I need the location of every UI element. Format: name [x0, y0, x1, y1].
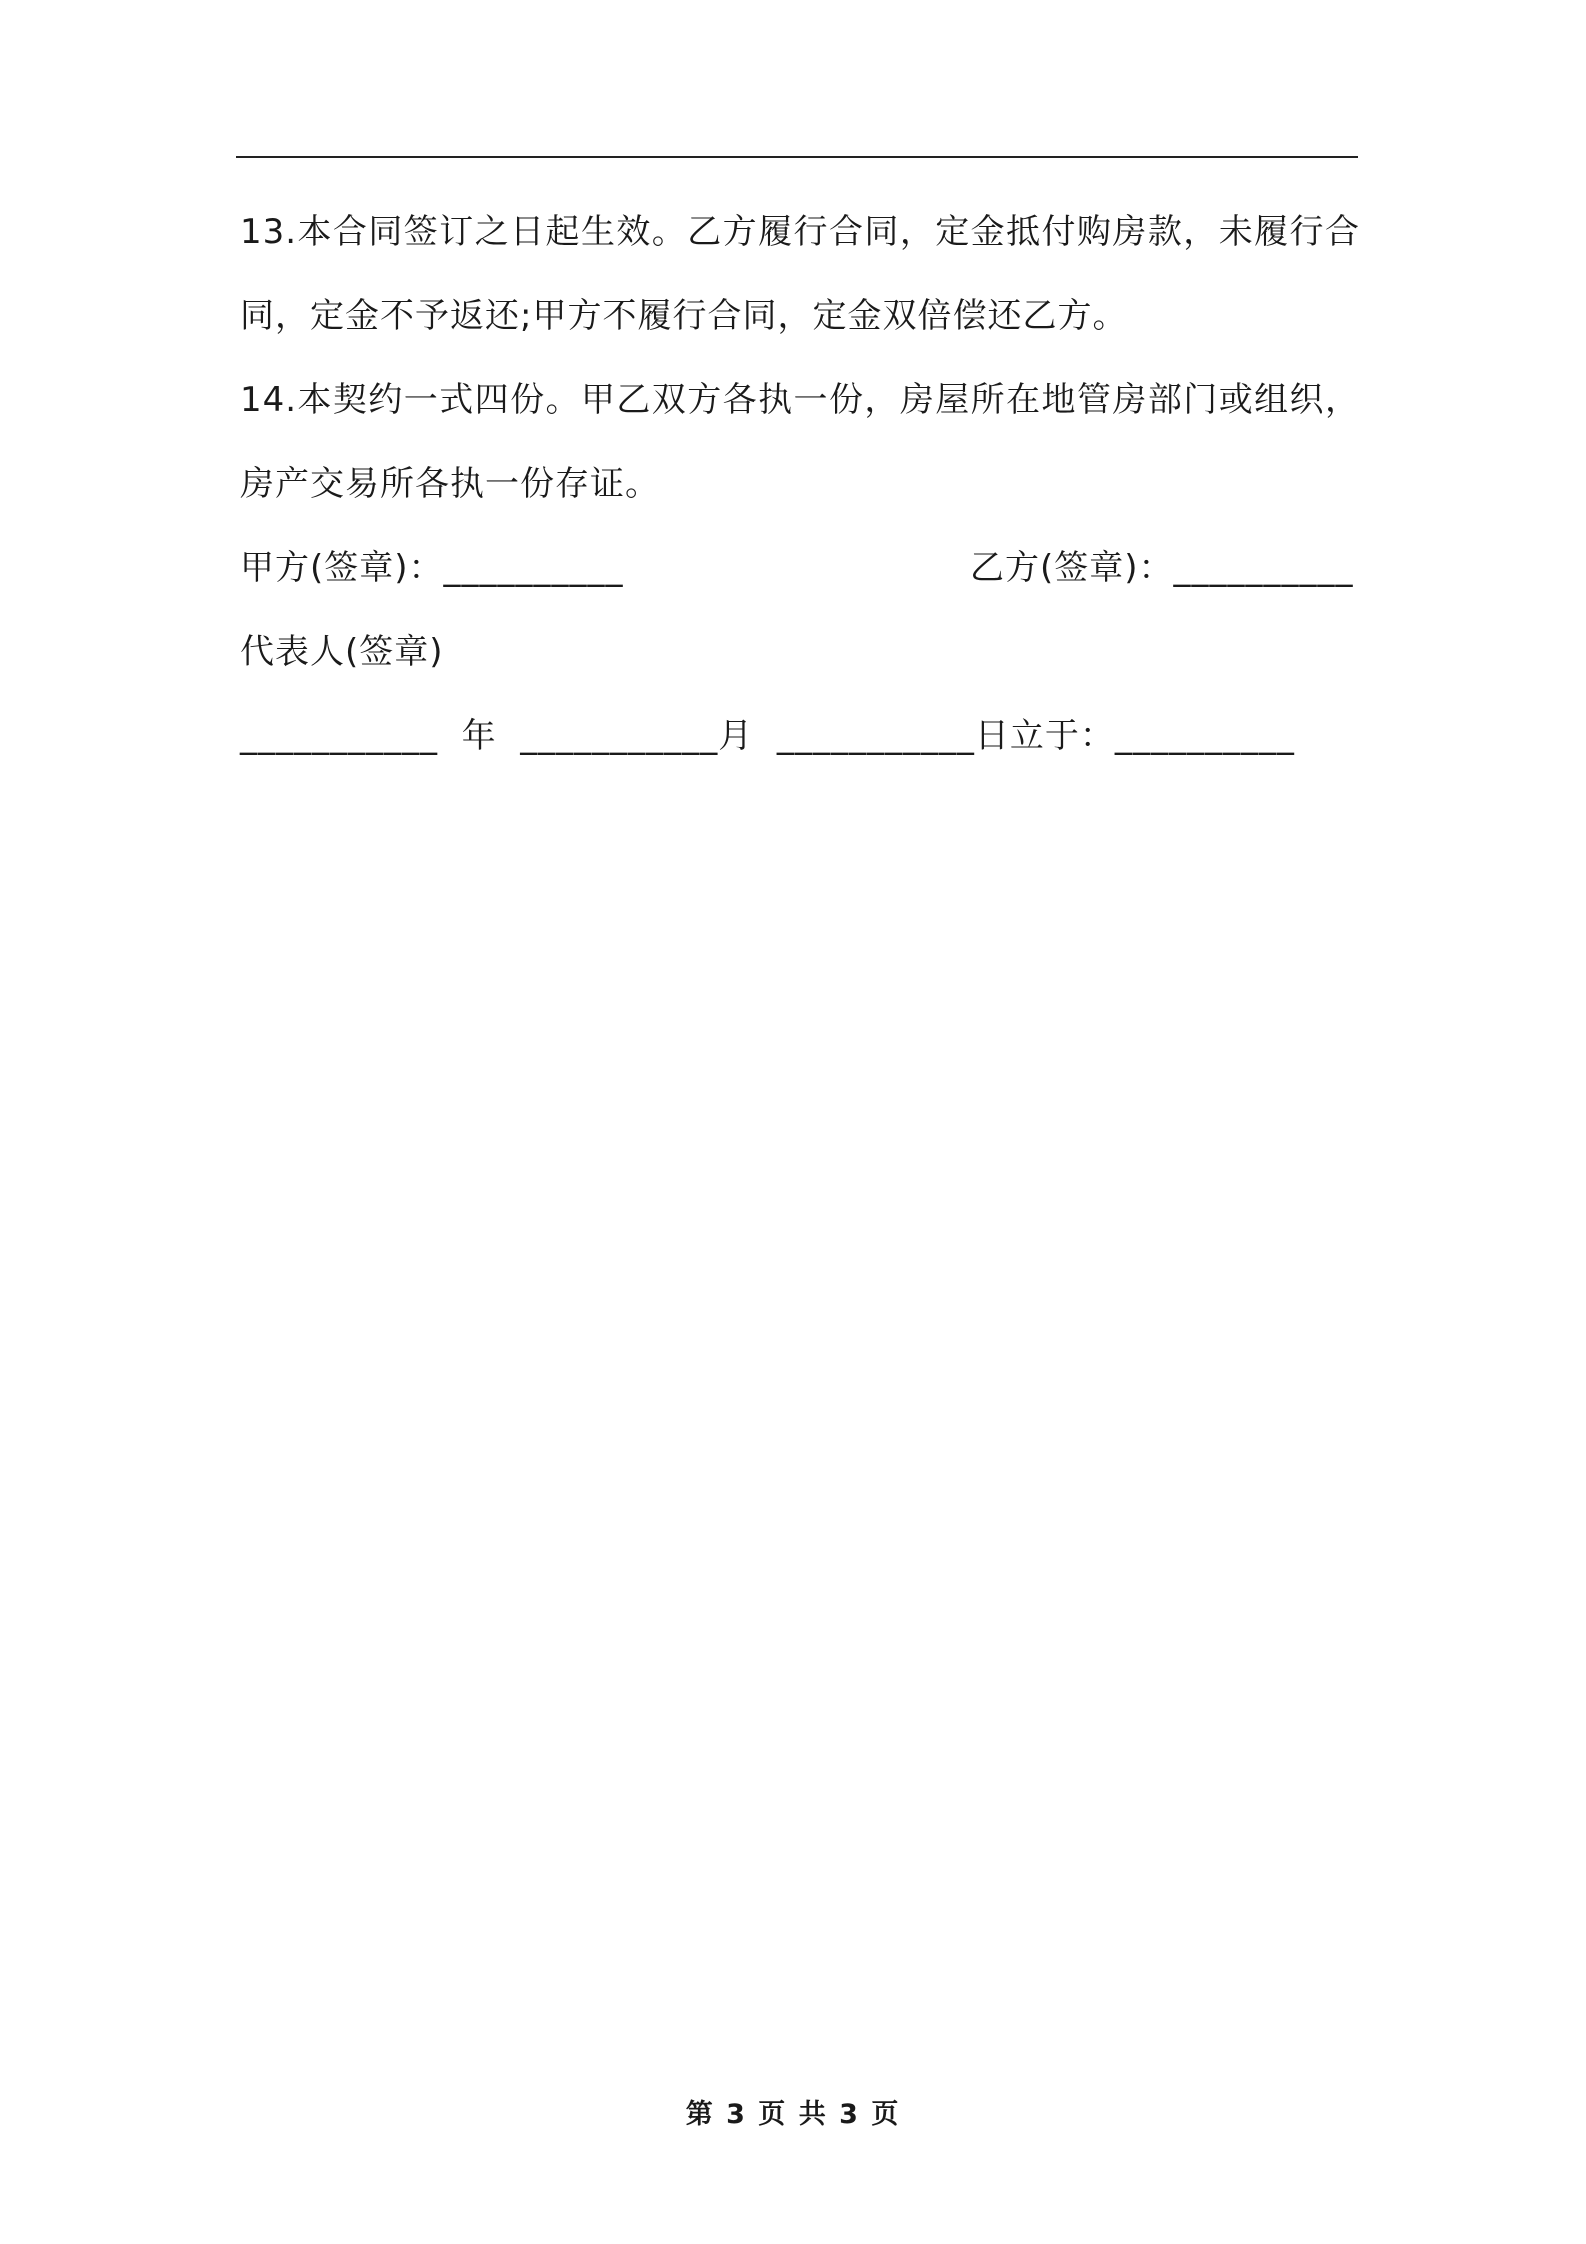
party-b-signature: 乙方(签章)：__________ [970, 548, 1354, 588]
party-a-signature: 甲方(签章)：__________ [240, 548, 624, 588]
page-footer [0, 2092, 1586, 2131]
representative-signature: 代表人(签章) [240, 632, 444, 672]
header-rule [236, 156, 1358, 158]
page-number: 3 [726, 2099, 747, 2130]
total-pages: 3 [839, 2099, 860, 2130]
clause-14: 14.本契约一式四份。甲乙双方各执一份，房屋所在地管房部门或组织，房产交易所各执一份存证。 [240, 380, 1360, 504]
clause-13: 13.本合同签订之日起生效。乙方履行合同，定金抵付购房款，未履行合同，定金不予返还;甲方不履行合同，定金双倍偿还乙方。 [240, 212, 1360, 336]
date-line: ___________ 年 ___________月 ___________日立于：__________ [240, 716, 1295, 756]
page-label-prefix: 第 [685, 2099, 715, 2130]
document-body [240, 190, 1360, 778]
page-label-suffix: 页 [871, 2099, 901, 2130]
signature-row [240, 526, 1360, 610]
page-label-mid: 页 共 [758, 2099, 828, 2130]
